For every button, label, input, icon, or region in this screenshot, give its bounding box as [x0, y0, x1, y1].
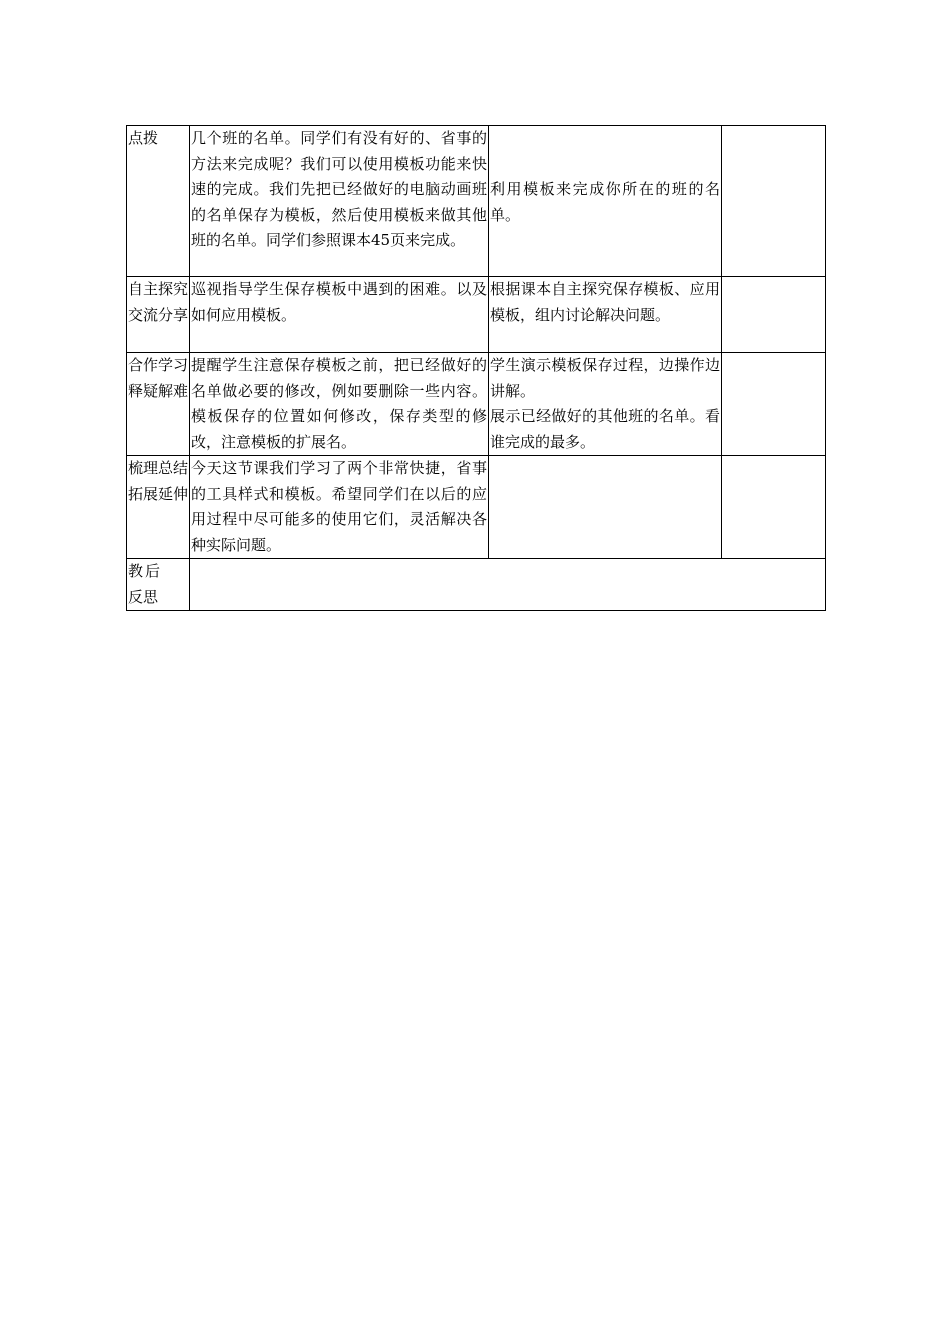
teacher-activity-text: 巡视指导学生保存模板中遇到的困难。以及如何应用模板。 [191, 280, 487, 324]
stage-cell [127, 456, 190, 559]
table-row-cooperate [127, 353, 826, 456]
teacher-activity-cell [190, 277, 489, 353]
student-activity-cell [489, 126, 722, 277]
stage-label: 自主探究交流分享 [128, 280, 189, 324]
table-row-explore [127, 277, 826, 353]
teacher-activity-cell [190, 353, 489, 456]
stage-cell [127, 559, 190, 611]
notes-cell [722, 353, 826, 456]
notes-cell [722, 126, 826, 277]
stage-cell [127, 353, 190, 456]
student-activity-line: 学生演示模板保存过程，边操作边讲解。 [490, 356, 720, 400]
student-activity-text: 利用模板来完成你所在的班的名单。 [490, 180, 720, 224]
teacher-activity-text: 今天这节课我们学习了两个非常快捷，省事的工具样式和模板。希望同学们在以后的应用过程中尽可能多的使用它们，灵活解决各种实际问题。 [191, 459, 487, 554]
teacher-activity-text: 提醒学生注意保存模板之前，把已经做好的名单做必要的修改，例如要删除一些内容。模板保存的位置如何修改，保存类型的修改，注意模板的扩展名。 [191, 356, 487, 451]
stage-label: 教后反思 [128, 562, 160, 606]
notes-cell [722, 456, 826, 559]
table-row-dianbo [127, 126, 826, 277]
stage-label: 点拨 [128, 129, 159, 147]
table-row-summary [127, 456, 826, 559]
stage-label: 梳理总结拓展延伸 [128, 459, 189, 503]
stage-cell [127, 126, 190, 277]
student-activity-line: 展示已经做好的其他班的名单。看谁完成的最多。 [490, 407, 720, 451]
reflection-content-cell [190, 559, 826, 611]
notes-cell [722, 277, 826, 353]
teacher-activity-text: 几个班的名单。同学们有没有好的、省事的方法来完成呢？我们可以使用模板功能来快速的完成。我们先把已经做好的电脑动画班的名单保存为模板，然后使用模板来做其他班的名单。同学们参照课本45页来完成。 [191, 129, 487, 249]
stage-cell [127, 277, 190, 353]
lesson-plan-table [126, 125, 826, 611]
student-activity-text: 根据课本自主探究保存模板、应用模板，组内讨论解决问题。 [490, 280, 720, 324]
student-activity-cell [489, 456, 722, 559]
teacher-activity-cell [190, 126, 489, 277]
teacher-activity-cell [190, 456, 489, 559]
student-activity-cell [489, 277, 722, 353]
stage-label: 合作学习释疑解难 [128, 356, 189, 400]
student-activity-cell [489, 353, 722, 456]
table-row-reflection [127, 559, 826, 611]
